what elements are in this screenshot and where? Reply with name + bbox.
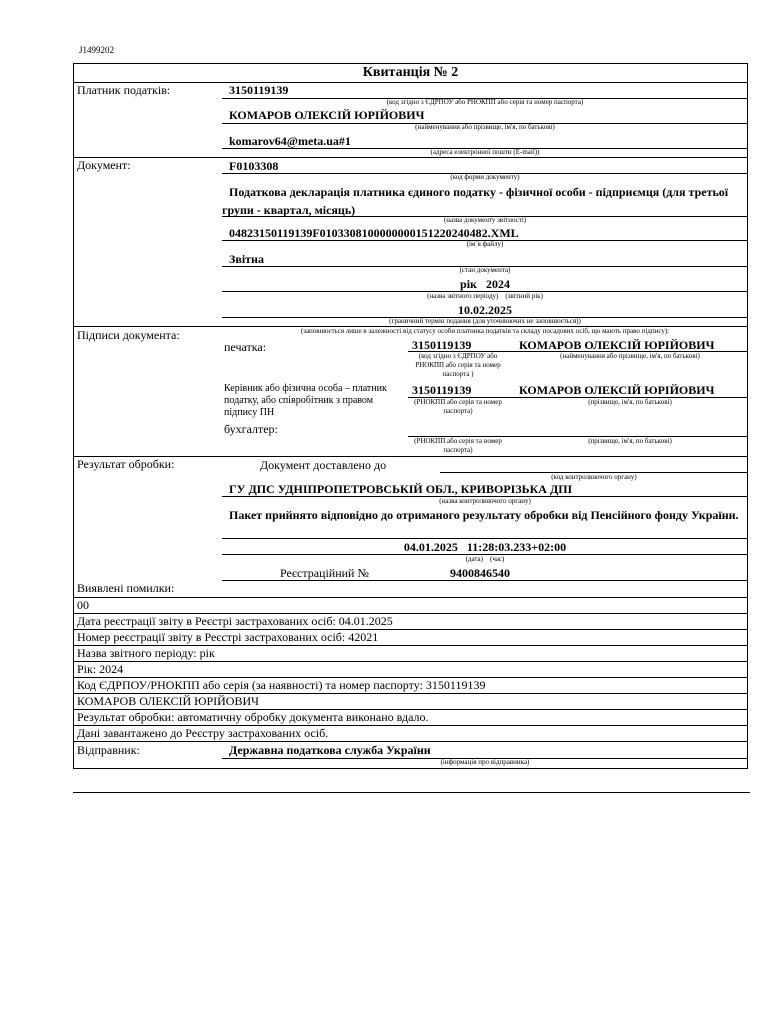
head-code-caption: (РНОКПП або серія та номер паспорта) — [414, 398, 502, 415]
authority-caption: (назва контролюючого органу) — [439, 497, 531, 505]
seal-name: КОМАРОВ ОЛЕКСІЙ ЮРІЙОВИЧ — [519, 338, 715, 352]
errors-label: Виявлені помилки: — [77, 581, 175, 595]
result-delivered: Документ доставлено до — [260, 458, 387, 472]
result-datetime: 04.01.2025 11:28:03.233+02:00 — [403, 540, 567, 554]
result-label: Результат обробки: — [77, 457, 175, 471]
period-name-row: Назва звітного періоду: рік — [77, 646, 215, 660]
registry-number-row: Номер реєстрації звіту в Реєстрі застрахованих осіб: 42021 — [77, 630, 379, 644]
seal-code: 3150119139 — [412, 338, 472, 352]
signatures-label: Підписи документа: — [77, 328, 180, 342]
seal-code-caption: (код згідно з ЄДРПОУ або РНОКПП або серія та номер паспорта ) — [415, 352, 501, 378]
registry-date-row: Дата реєстрації звіту в Реєстрі застрахованих осіб: 04.01.2025 — [77, 614, 393, 628]
receipt-title: Квитанція № 2 — [362, 65, 459, 80]
payer-name: КОМАРОВ ОЛЕКСІЙ ЮРІЙОВИЧ — [229, 108, 425, 122]
control-code-caption: (код контролюючого органу) — [551, 473, 637, 481]
head-code: 3150119139 — [412, 383, 472, 397]
payer-code-caption: (код згідно з ЄДРПОУ або РНОКПП або серія та номер паспорта) — [386, 98, 584, 106]
reg-label: Реєстраційний № — [280, 566, 369, 580]
document-deadline-caption: (граничний термін подання (для уточнюючих не заповнюється)) — [389, 317, 581, 325]
sender-caption: (інформація про відправника) — [440, 758, 530, 766]
document-form-code: F0103308 — [229, 159, 279, 173]
result-message: Пакет прийнято відповідно до отриманого результату обробки від Пенсійного фонду України. — [229, 508, 739, 522]
data-loaded-row: Дані завантажено до Реєстру застрахованих осіб. — [77, 726, 329, 740]
reg-number: 9400846540 — [450, 566, 510, 580]
payer-email: komarov64@meta.ua#1 — [229, 134, 351, 148]
payer-name-caption: (найменування або прізвище, ім'я, по батькові) — [415, 123, 555, 131]
document-name-caption: (назва документу звітності) — [443, 216, 527, 224]
document-period-caption: (назва звітного періоду) (звітний рік) — [427, 292, 543, 300]
sender-value: Державна податкова служба України — [229, 743, 431, 757]
accountant-label: бухгалтер: — [224, 422, 278, 436]
document-file-id-caption: (ім`я файлу) — [466, 240, 504, 248]
code-row: Код ЄДРПОУ/РНОКПП або серія (за наявності) та номер паспорту: 3150119139 — [77, 678, 486, 692]
document-deadline: 10.02.2025 — [458, 303, 512, 317]
document-status-caption: (стан документа) — [459, 266, 511, 274]
year-row: Рік: 2024 — [77, 662, 124, 676]
document-period: рік 2024 — [460, 277, 510, 291]
sender-label: Відправник: — [77, 743, 140, 757]
document-file-id: 04823150119139F0103308100000000151220240482.XML — [229, 226, 519, 240]
receipt-frame — [73, 63, 748, 769]
processing-result-row: Результат обробки: автоматичну обробку документа виконано вдало. — [77, 710, 429, 724]
payer-code: 3150119139 — [229, 83, 289, 97]
error-code-row: 00 — [77, 598, 89, 612]
seal-name-caption: (найменування або прізвище, ім'я, по батькові) — [560, 352, 700, 360]
payer-email-caption: (адреса електронної пошти (E-mail)) — [430, 148, 540, 156]
accountant-code-caption: (РНОКПП або серія та номер паспорта) — [414, 437, 502, 454]
document-label: Документ: — [77, 158, 131, 172]
signatures-note: (заповнюється лише в залежності від статусу особи платника податків та складу посадових осіб, що мають право підпису): — [300, 327, 670, 335]
document-status: Звітна — [229, 252, 264, 266]
head-name-caption: (прізвище, ім'я, по батькові) — [588, 398, 672, 406]
head-label: Керівник або фізична особа – платник податку, або співробітник з правом підпису ПН — [224, 383, 387, 418]
bottom-separator — [73, 792, 750, 793]
seal-label: печатка: — [224, 340, 267, 354]
document-code: J1499202 — [79, 45, 115, 55]
result-authority: ГУ ДПС УДНІПРОПЕТРОВСЬКІЙ ОБЛ., КРИВОРІЗЬКА ДПІ — [229, 482, 573, 496]
payer-label: Платник податків: — [77, 83, 171, 97]
document-name: Податкова декларація платника єдиного податку - фізичної особи - підприємця (для третьої групи - квартал, місяць) — [222, 185, 729, 217]
datetime-caption: (дата) (час) — [465, 555, 505, 563]
name-row: КОМАРОВ ОЛЕКСІЙ ЮРІЙОВИЧ — [77, 694, 259, 708]
document-form-code-caption: (код форми документу) — [450, 173, 520, 181]
head-name: КОМАРОВ ОЛЕКСІЙ ЮРІЙОВИЧ — [519, 383, 715, 397]
accountant-name-caption: (прізвище, ім'я, по батькові) — [588, 437, 672, 445]
